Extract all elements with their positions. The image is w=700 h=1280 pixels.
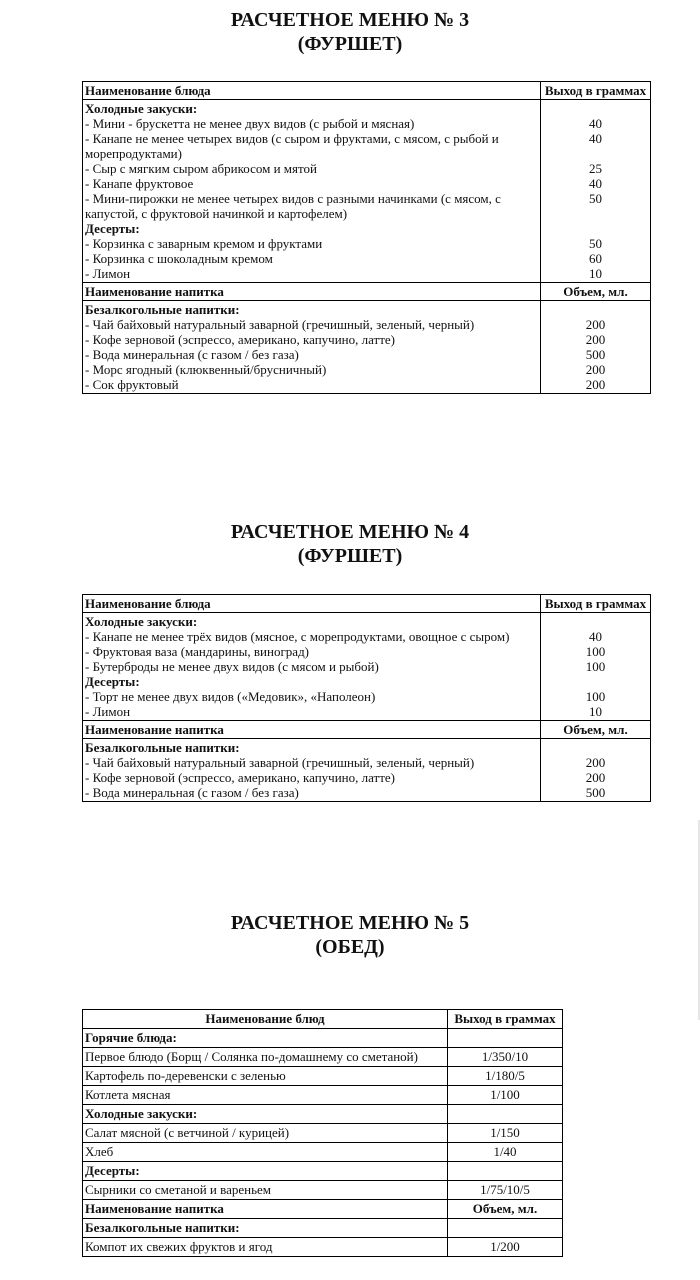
item-qty: 200 <box>585 362 606 377</box>
menu-5-item-qty: 1/180/5 <box>448 1067 563 1086</box>
menu-3-food-group-row <box>83 100 651 283</box>
item-qty: 50 <box>589 191 602 206</box>
menu-5-row <box>83 1124 563 1143</box>
menu-3-subtitle: (ФУРШЕТ) <box>297 33 403 55</box>
item-name: - Торт не менее двух видов («Медовик», «Наполеон) <box>85 689 376 704</box>
category-label: Безалкогольные напитки: <box>85 302 240 317</box>
item-name: - Чай байховый натуральный заварной (гречишный, зеленый, черный) <box>85 317 475 332</box>
menu-5-category: Холодные закуски: <box>83 1105 448 1124</box>
menu-4-drink-qty-cell <box>541 739 651 802</box>
menu-5-row <box>83 1067 563 1086</box>
menu-3-title <box>0 8 700 56</box>
menu-5-row <box>83 1048 563 1067</box>
item-qty: 500 <box>585 785 606 800</box>
menu-3-food-qty-cell <box>541 100 651 283</box>
menu-5-row <box>83 1219 563 1238</box>
item-name: - Канапе не менее четырех видов (с сыром и фруктами, с мясом, с рыбой и морепродуктами) <box>85 131 503 161</box>
menu-3-drink-header-row <box>83 283 651 301</box>
category-label: Холодные закуски: <box>85 101 198 116</box>
menu-5-row <box>83 1143 563 1162</box>
item-qty: 25 <box>589 161 602 176</box>
menu-5-item-name: Картофель по-деревенски с зеленью <box>83 1067 448 1086</box>
menu-5-item-qty: 1/350/10 <box>448 1048 563 1067</box>
category-label: Десерты: <box>85 674 140 689</box>
category-label: Десерты: <box>85 221 140 236</box>
item-name: - Сок фруктовый <box>85 377 179 392</box>
item-name: - Канапе не менее трёх видов (мясное, с морепродуктами, овощное с сыром) <box>85 629 510 644</box>
menu-4-food-names-cell <box>83 613 541 721</box>
menu-5-item-qty: 1/100 <box>448 1086 563 1105</box>
item-qty: 200 <box>585 755 606 770</box>
menu-5-header-row <box>83 1010 563 1029</box>
item-name: - Вода минеральная (с газом / без газа) <box>85 785 299 800</box>
menu-4-food-group-row <box>83 613 651 721</box>
item-qty: 10 <box>589 704 602 719</box>
item-qty: 40 <box>589 131 602 146</box>
menu-4-drink-names-cell <box>83 739 541 802</box>
menu-4-drink-qty-header: Объем, мл. <box>541 721 651 739</box>
item-qty: 200 <box>585 770 606 785</box>
menu-5-row <box>83 1086 563 1105</box>
item-name: - Чай байховый натуральный заварной (гречишный, зеленый, черный) <box>85 755 475 770</box>
item-qty: 200 <box>585 377 606 392</box>
menu-5-table <box>82 1009 563 1257</box>
menu-5-item-name: Сырники со сметаной и вареньем <box>83 1181 448 1200</box>
category-qty-spacer <box>543 614 648 629</box>
menu-5-row <box>83 1181 563 1200</box>
menu-5-drink-header: Наименование напитка <box>83 1200 448 1219</box>
menu-5-row <box>83 1200 563 1219</box>
menu-5-row <box>83 1162 563 1181</box>
category-qty-spacer <box>543 221 648 236</box>
item-name: - Кофе зерновой (эспрессо, американо, капучино, латте) <box>85 770 396 785</box>
menu-5-item-name: Компот их свежих фруктов и ягод <box>83 1238 448 1257</box>
category-qty-spacer <box>543 101 648 116</box>
category-qty-spacer <box>543 302 648 317</box>
menu-5-subtitle: (ОБЕД) <box>315 936 385 958</box>
item-qty: 50 <box>589 236 602 251</box>
menu-5-item-name: Котлета мясная <box>83 1086 448 1105</box>
item-name: - Сыр с мягким сыром абрикосом и мятой <box>85 161 317 176</box>
menu-5-category: Горячие блюда: <box>83 1029 448 1048</box>
item-qty: 40 <box>589 116 602 131</box>
item-name: - Кофе зерновой (эспрессо, американо, капучино, латте) <box>85 332 396 347</box>
menu-5-qty-header: Выход в граммах <box>448 1010 563 1029</box>
menu-5-category-qty <box>448 1029 563 1048</box>
menu-5-item-name: Хлеб <box>83 1143 448 1162</box>
menu-5-item-qty: 1/150 <box>448 1124 563 1143</box>
item-qty: 40 <box>589 629 602 644</box>
item-name: - Морс ягодный (клюквенный/брусничный) <box>85 362 327 377</box>
item-name: - Фруктовая ваза (мандарины, виноград) <box>85 644 310 659</box>
menu-3-drink-names-cell <box>83 301 541 394</box>
item-qty: 500 <box>585 347 606 362</box>
menu-3-dish-header: Наименование блюда <box>83 82 541 100</box>
menu-5-category-qty <box>448 1162 563 1181</box>
item-qty: 10 <box>589 266 602 281</box>
item-name: - Корзинка с шоколадным кремом <box>85 251 273 266</box>
menu-5-category-qty <box>448 1105 563 1124</box>
menu-3-drink-header: Наименование напитка <box>83 283 541 301</box>
item-name: - Лимон <box>85 266 131 281</box>
item-qty: 40 <box>589 176 602 191</box>
category-label: Безалкогольные напитки: <box>85 740 240 755</box>
menu-3-drink-qty-cell <box>541 301 651 394</box>
item-name: - Мини - брускетта не менее двух видов (с рыбой и мясная) <box>85 116 415 131</box>
menu-5-row <box>83 1238 563 1257</box>
menu-4-dish-header: Наименование блюда <box>83 595 541 613</box>
menu-4-drink-header: Наименование напитка <box>83 721 541 739</box>
menu-5-category: Безалкогольные напитки: <box>83 1219 448 1238</box>
menu-5-title <box>0 911 700 959</box>
menu-5-item-name: Салат мясной (с ветчиной / курицей) <box>83 1124 448 1143</box>
menu-4-dish-header-row <box>83 595 651 613</box>
menu-3-food-names-cell <box>83 100 541 283</box>
menu-3-drink-qty-header: Объем, мл. <box>541 283 651 301</box>
category-label: Холодные закуски: <box>85 614 198 629</box>
menu-5-row <box>83 1029 563 1048</box>
menu-5-item-name: Первое блюдо (Борщ / Солянка по-домашнему со сметаной) <box>83 1048 448 1067</box>
menu-5-category-qty <box>448 1219 563 1238</box>
menu-5-item-qty: 1/75/10/5 <box>448 1181 563 1200</box>
menu-4-dish-qty-header: Выход в граммах <box>541 595 651 613</box>
item-name: - Корзинка с заварным кремом и фруктами <box>85 236 323 251</box>
item-name: - Лимон <box>85 704 131 719</box>
menu-4-table <box>82 594 651 802</box>
category-qty-spacer <box>543 740 648 755</box>
item-name: - Мини-пирожки не менее четырех видов с разными начинками (с мясом, с капустой, с фруктовой начинкой и картофелем) <box>85 191 505 221</box>
menu-5-item-qty: 1/200 <box>448 1238 563 1257</box>
menu-4-title <box>0 520 700 568</box>
menu-4-subtitle: (ФУРШЕТ) <box>297 545 403 567</box>
menu-4-drink-group-row <box>83 739 651 802</box>
item-qty: 200 <box>585 332 606 347</box>
item-name: - Канапе фруктовое <box>85 176 194 191</box>
menu-4-drink-header-row <box>83 721 651 739</box>
menu-3-drink-group-row <box>83 301 651 394</box>
item-qty: 200 <box>585 317 606 332</box>
item-name: - Вода минеральная (с газом / без газа) <box>85 347 299 362</box>
menu-5-title-text: РАСЧЕТНОЕ МЕНЮ № 5 <box>230 912 470 934</box>
menu-3-table <box>82 81 651 394</box>
item-qty: 100 <box>585 659 606 674</box>
category-qty-spacer <box>543 674 648 689</box>
item-qty: 100 <box>585 689 606 704</box>
menu-3-dish-header-row <box>83 82 651 100</box>
menu-5-drink-qty-header: Объем, мл. <box>448 1200 563 1219</box>
menu-5-name-header: Наименование блюд <box>83 1010 448 1029</box>
menu-3-dish-qty-header: Выход в граммах <box>541 82 651 100</box>
menu-4-food-qty-cell <box>541 613 651 721</box>
menu-4-title-text: РАСЧЕТНОЕ МЕНЮ № 4 <box>230 521 470 543</box>
item-qty: 100 <box>585 644 606 659</box>
menu-5-category: Десерты: <box>83 1162 448 1181</box>
item-qty: 60 <box>589 251 602 266</box>
menu-5-item-qty: 1/40 <box>448 1143 563 1162</box>
menu-3-title-text: РАСЧЕТНОЕ МЕНЮ № 3 <box>230 9 470 31</box>
item-name: - Бутерброды не менее двух видов (с мясом и рыбой) <box>85 659 379 674</box>
menu-5-row <box>83 1105 563 1124</box>
